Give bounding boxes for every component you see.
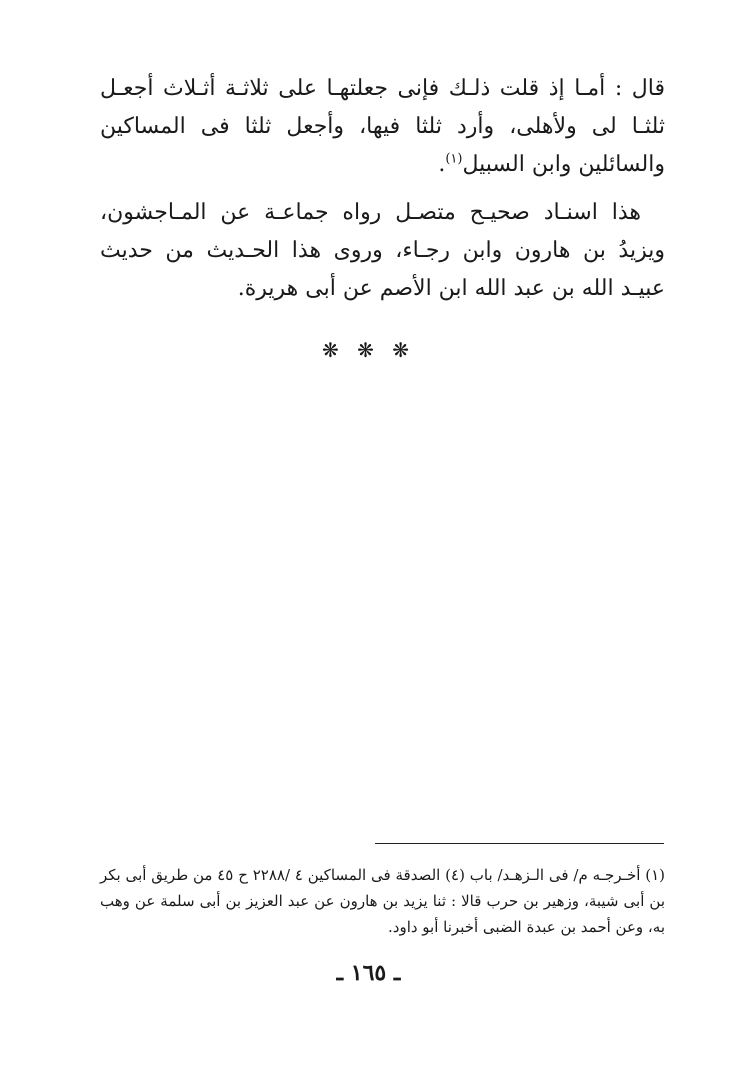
footnote-rule: [375, 843, 664, 844]
paragraph-1-end: .: [438, 152, 446, 177]
paragraph-1: [100, 70, 665, 184]
footnote-marker: (١): [445, 151, 463, 167]
paragraph-1-text: قال : أمـا إذ قلت ذلـك فإنى جعلتهـا على ثلاثـة أثـلاث أجعـل ثلثـا لى ولأهلى، وأرد ثلثا فيها، وأجعل ثلثا فى المساكين والسائلين وابن السبيل: [100, 76, 665, 177]
page-number: ـ ١٦٥ ـ: [336, 960, 401, 986]
section-separator: ❋ ❋ ❋: [322, 338, 415, 362]
paragraph-2: هذا اسنـاد صحيـح متصـل رواه جماعـة عن المـاجشون، ويزيدُ بن هارون وابن رجـاء، وروى هذا الحـديث من حديث عبيـد الله بن عبد الله ابن الأصم عن أبى هريرة.: [100, 200, 665, 301]
main-text: [100, 70, 665, 308]
footnote: (١) أخـرجـه م/ فى الـزهـد/ باب (٤) الصدقة فى المساكين ٤ /٢٢٨٨ ح ٤٥ من طريق أبى بكر بن أبى شيبة، وزهير بن حرب قالا : ثنا يزيد بن هارون عن عبد العزيز بن أبى سلمة عن وهب به، وعن أحمد بن عبدة الضبى أخبرنا أبو داود.: [100, 866, 666, 936]
